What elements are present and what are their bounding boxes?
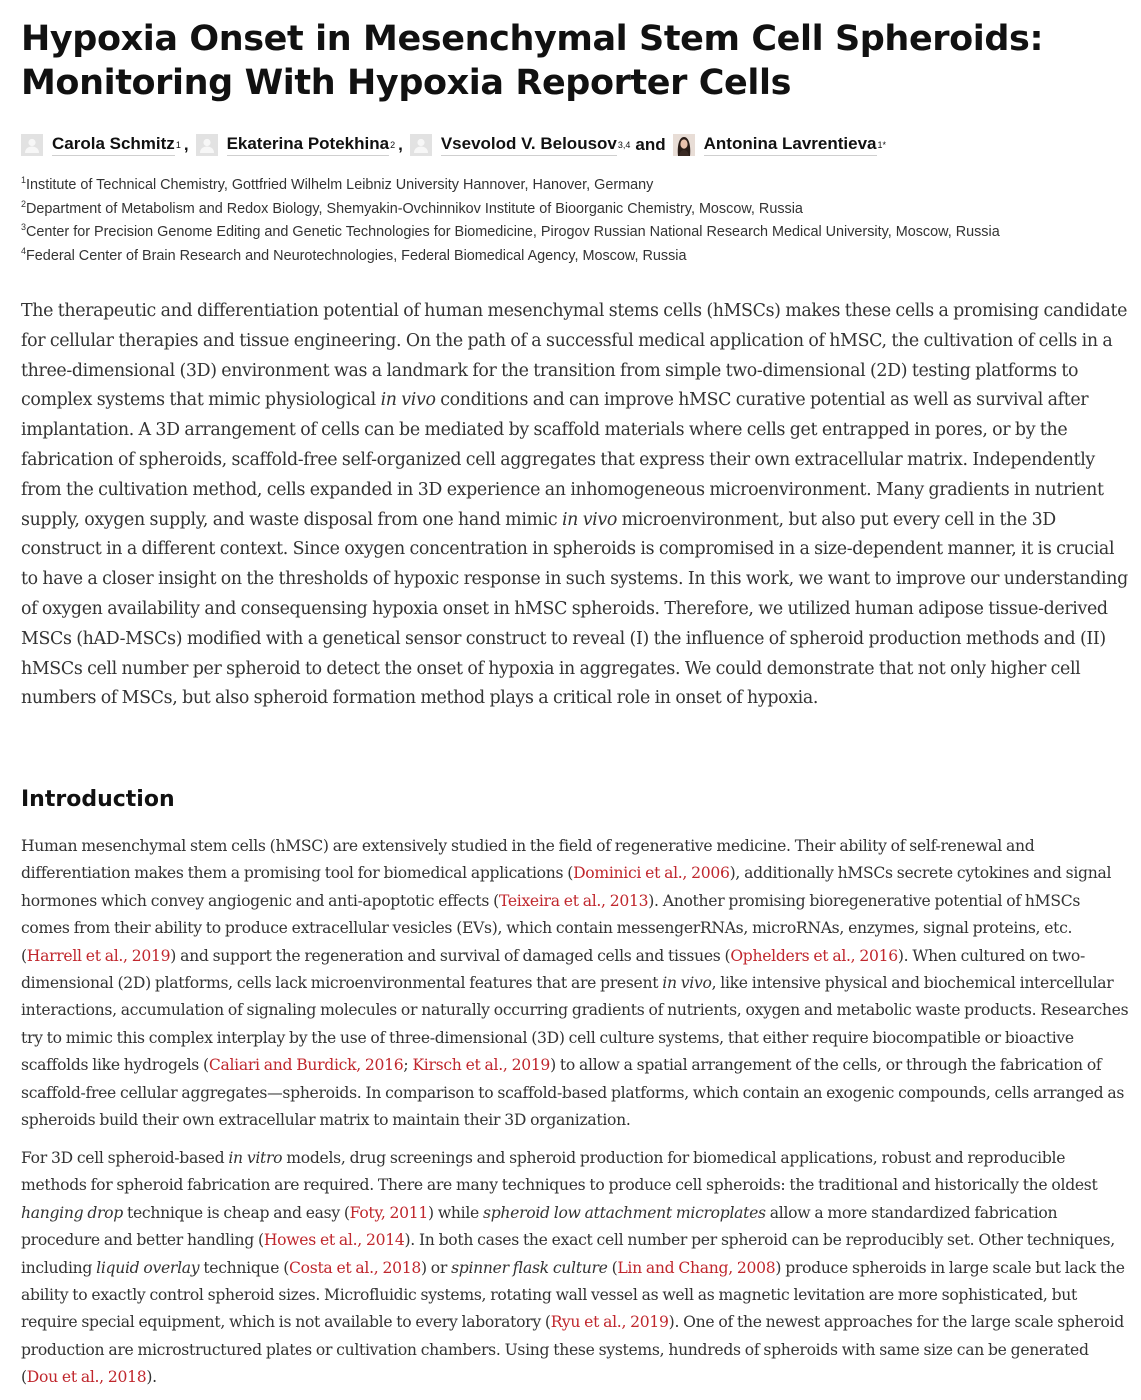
citation-link[interactable]: Costa et al., 2018 xyxy=(289,1258,421,1277)
body-text: allow a more standardized fabrication procedure and better handling ( xyxy=(21,1203,1058,1250)
abstract-text: conditions and can improve hMSC curative potential as well as survival after implantation. A 3D arrangement of cells can be mediated by scaffold materials where cells get entrapped in pores, or by the fabrication of spheroids, scaffold-free self-organized cell aggregates that express their own extracellular matrix. Independently from the cultivation method, cells expanded in 3D experience an inhomogeneous microenvironment. Many gradients in nutrient supply, oxygen supply, and waste disposal from one hand mimic xyxy=(21,390,1104,530)
body-text: ). xyxy=(146,1368,157,1387)
body-text: ), additionally hMSCs secrete cytokines and signal hormones which convey angiogenic and anti-apoptotic effects ( xyxy=(21,864,1112,910)
body-text: ) while xyxy=(428,1203,484,1222)
italic-term: in vitro xyxy=(228,1149,283,1167)
body-text: technique ( xyxy=(199,1258,290,1277)
affiliation-sup: 4 xyxy=(21,246,27,257)
author-placeholder-avatar-icon xyxy=(410,134,432,156)
affiliation-list xyxy=(21,174,1000,269)
body-text: ; xyxy=(403,1056,413,1075)
author-conjunction: and xyxy=(635,135,666,154)
section-heading-introduction: Introduction xyxy=(21,787,175,812)
citation-link[interactable]: Ophelders et al., 2016 xyxy=(730,946,898,965)
citation-link[interactable]: Dou et al., 2018 xyxy=(26,1368,147,1387)
body-text: ) to allow a spatial arrangement of the cells, or through the fabrication of scaffold-free cellular aggregates—spheroids. In comparison to scaffold-based platforms, which contain an exogenic compounds, cells arranged as spheroids build their own extracellular matrix to maintain their 3D organization. xyxy=(21,1056,1125,1130)
body-text: ) and support the regeneration and survival of damaged cells and tissues ( xyxy=(170,946,731,965)
affiliation-sup: 1 xyxy=(21,175,27,186)
abstract-paragraph xyxy=(21,297,1129,714)
body-text: For 3D cell spheroid-based xyxy=(21,1149,229,1167)
body-text: ) produce spheroids in large scale but lack the ability to exactly control spheroid sizes. Microfluidic systems, rotating wall vessel as well as magnetic levitation are more sophisticated, but require special equipment, which is not available to every laboratory ( xyxy=(21,1258,1125,1332)
affiliation-item xyxy=(21,245,1000,269)
affiliation-sup: 3 xyxy=(21,222,27,233)
author-name: Vsevolod V. Belousov xyxy=(441,134,617,156)
citation-link[interactable]: Howes et al., 2014 xyxy=(263,1231,405,1250)
author-name: Antonina Lavrentieva xyxy=(704,134,877,156)
affiliation-item xyxy=(21,221,1000,245)
body-text: technique is cheap and easy ( xyxy=(122,1203,350,1222)
body-text: ). Another promising bioregenerative potential of hMSCs comes from their ability to produce extracellular vesicles (EVs), which contain messengerRNAs, microRNAs, enzymes, signal proteins, etc. ( xyxy=(21,891,1081,965)
citation-link[interactable]: Caliari and Burdick, 2016 xyxy=(208,1056,404,1075)
affiliation-sup: 2 xyxy=(21,198,27,209)
italic-term: hanging drop xyxy=(21,1203,123,1222)
body-text: ( xyxy=(607,1258,618,1277)
body-text: ) or xyxy=(420,1258,452,1277)
author-list xyxy=(21,134,886,156)
body-text: Human mesenchymal stem cells (hMSC) are extensively studied in the field of regenerative medicine. Their ability of self-renewal and differentiation makes them a promising tool for biomedical applications ( xyxy=(21,837,1035,883)
author-link[interactable]: Antonina Lavrentieva 1* xyxy=(673,134,886,156)
body-text: models, drug screenings and spheroid production for biomedical applications, robust and reproducible methods for spheroid fabrication are required. There are many techniques to produce cell spheroids: the traditional and historically the oldest xyxy=(21,1149,1098,1195)
author-link[interactable]: Vsevolod V. Belousov 3,4 xyxy=(410,134,631,156)
italic-term: in vivo xyxy=(662,974,712,993)
citation-link[interactable]: Lin and Chang, 2008 xyxy=(617,1258,776,1277)
affiliation-item xyxy=(21,198,1000,222)
citation-link[interactable]: Harrell et al., 2019 xyxy=(26,946,171,965)
citation-link[interactable]: Kirsch et al., 2019 xyxy=(412,1056,551,1075)
body-text: ). In both cases the exact cell number per spheroid can be reproducibly set. Other techniques, including xyxy=(21,1231,1115,1277)
body-text: ). When cultured on two-dimensional (2D) platforms, cells lack microenvironmental features that are present xyxy=(21,946,1085,993)
article-title: Hypoxia Onset in Mesenchymal Stem Cell Spheroids: Monitoring With Hypoxia Reporter Cells xyxy=(21,19,1044,103)
author-photo-avatar-icon xyxy=(673,134,695,156)
citation-link[interactable]: Ryu et al., 2019 xyxy=(550,1313,669,1332)
author-separator: , xyxy=(398,135,403,154)
citation-link[interactable]: Foty, 2011 xyxy=(349,1203,429,1222)
abstract-italic-term: in vivo xyxy=(380,390,436,411)
author-name: Ekaterina Potekhina xyxy=(227,134,390,156)
italic-term: liquid overlay xyxy=(96,1258,200,1277)
abstract-text: microenvironment, but also put every cell in the 3D construct in a different context. Since oxygen concentration in spheroids is compromised in a size-dependent manner, it is crucial to have a closer insight on the thresholds of hypoxic response in such systems. In this work, we want to improve our understanding of oxygen availability and consequensing hypoxia onset in hMSC spheroids. Therefore, we utilized human adipose tissue-derived MSCs (hAD-MSCs) modified with a genetical sensor construct to reveal (I) the influence of spheroid production methods and (II) hMSCs cell number per spheroid to detect the onset of hypoxia in aggregates. We could demonstrate that not only higher cell numbers of MSCs, but also spheroid formation method plays a critical role in onset of hypoxia. xyxy=(21,509,1128,709)
body-text: , like intensive physical and biochemical intercellular interactions, accumulation of signaling molecules or naturally occurring gradients of nutrients, oxygen and metabolic waste products. Researches try to mimic this complex interplay by the use of three-dimensional (3D) cell culture systems, that either require biocompatible or bioactive scaffolds like hydrogels ( xyxy=(21,974,1129,1075)
introduction-paragraph xyxy=(21,833,1129,1134)
body-text: ). One of the newest approaches for the large scale spheroid production are microstructured plates or cultivation chambers. Using these systems, hundreds of spheroids with same size can be generated ( xyxy=(21,1313,1124,1387)
italic-term: spheroid low attachment microplates xyxy=(483,1203,766,1222)
author-link[interactable]: Carola Schmitz 1 xyxy=(21,134,181,156)
author-placeholder-avatar-icon xyxy=(21,134,43,156)
citation-link[interactable]: Teixeira et al., 2013 xyxy=(498,891,649,910)
affiliation-text: Federal Center of Brain Research and Neurotechnologies, Federal Biomedical Agency, Moscow, Russia xyxy=(26,248,687,265)
author-placeholder-avatar-icon xyxy=(196,134,218,156)
affiliation-text: Department of Metabolism and Redox Biology, Shemyakin-Ovchinnikov Institute of Bioorganic Chemistry, Moscow, Russia xyxy=(26,200,803,217)
abstract-italic-term: in vivo xyxy=(561,509,617,530)
author-link[interactable]: Ekaterina Potekhina 2 xyxy=(196,134,396,156)
affiliation-item xyxy=(21,174,1000,198)
abstract-text: The therapeutic and differentiation potential of human mesenchymal stems cells (hMSCs) makes these cells a promising candidate for cellular therapies and tissue engineering. On the path of a successful medical application of hMSC, the cultivation of cells in a three-dimensional (3D) environment was a landmark for the transition from simple two-dimensional (2D) testing platforms to complex systems that mimic physiological xyxy=(21,301,1128,411)
author-name: Carola Schmitz xyxy=(52,134,175,156)
italic-term: spinner flask culture xyxy=(451,1258,608,1277)
affiliation-text: Center for Precision Genome Editing and Genetic Technologies for Biomedicine, Pirogov Russian National Research Medical University, Moscow, Russia xyxy=(26,224,1000,241)
affiliation-text: Institute of Technical Chemistry, Gottfried Wilhelm Leibniz University Hannover, Hanover, Germany xyxy=(26,177,654,193)
introduction-paragraph xyxy=(21,1145,1129,1392)
citation-link[interactable]: Dominici et al., 2006 xyxy=(573,864,730,883)
author-separator: , xyxy=(183,135,189,154)
